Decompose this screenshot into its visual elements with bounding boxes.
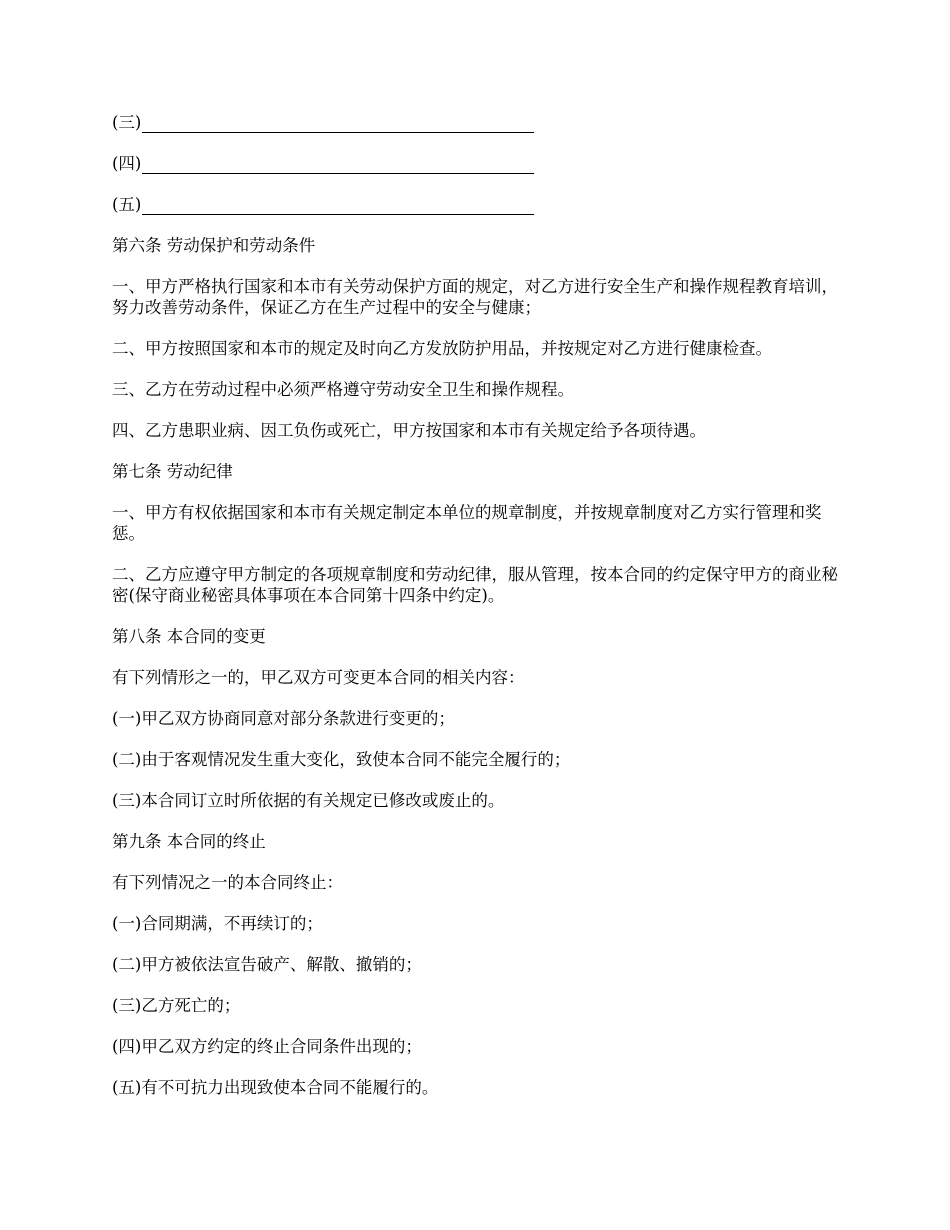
article-9-intro: 有下列情况之一的本合同终止： (112, 873, 343, 892)
blank-label: (五) (112, 195, 142, 214)
article-8-title: 第八条 本合同的变更 (112, 627, 266, 646)
article-9-item-1: (一)合同期满，不再续订的； (112, 914, 323, 933)
blank-line-5 (112, 194, 842, 215)
article-9-title: 第九条 本合同的终止 (112, 832, 266, 851)
article-6-clause-4: 四、乙方患职业病、因工负伤或死亡，甲方按国家和本市有关规定给予各项待遇。 (112, 421, 706, 440)
article-8-intro: 有下列情形之一的，甲乙双方可变更本合同的相关内容： (112, 668, 525, 687)
article-6-clause-1: 一、甲方严格执行国家和本市有关劳动保护方面的规定，对乙方进行安全生产和操作规程教育培训，努力改善劳动条件，保证乙方在生产过程中的安全与健康； (112, 277, 838, 317)
article-9-item-4: (四)甲乙双方约定的终止合同条件出现的； (112, 1037, 422, 1056)
article-8-item-1: (一)甲乙双方协商同意对部分条款进行变更的； (112, 709, 455, 728)
fill-in-blank (142, 157, 534, 174)
article-6-clause-2: 二、甲方按照国家和本市的规定及时向乙方发放防护用品，并按规定对乙方进行健康检查。 (112, 339, 772, 358)
blank-line-4 (112, 153, 842, 174)
article-7-clause-2: 二、乙方应遵守甲方制定的各项规章制度和劳动纪律，服从管理，按本合同的约定保守甲方的商业秘密(保守商业秘密具体事项在本合同第十四条中约定)。 (112, 565, 838, 605)
article-7-title: 第七条 劳动纪律 (112, 462, 233, 481)
article-9-item-5: (五)有不可抗力出现致使本合同不能履行的。 (112, 1078, 439, 1097)
article-9-item-3: (三)乙方死亡的； (112, 996, 241, 1015)
document-body (112, 112, 842, 1118)
fill-in-blank (142, 198, 534, 215)
article-7-clause-1: 一、甲方有权依据国家和本市有关规定制定本单位的规章制度，并按规章制度对乙方实行管理和奖惩。 (112, 503, 822, 543)
fill-in-blank (142, 116, 534, 133)
blank-label: (三) (112, 113, 142, 132)
article-8-item-2: (二)由于客观情况发生重大变化，致使本合同不能完全履行的； (112, 750, 571, 769)
article-9-item-2: (二)甲方被依法宣告破产、解散、撤销的； (112, 955, 422, 974)
blank-line-3 (112, 112, 842, 133)
article-6-clause-3: 三、乙方在劳动过程中必须严格遵守劳动安全卫生和操作规程。 (112, 380, 574, 399)
article-6-title: 第六条 劳动保护和劳动条件 (112, 236, 316, 255)
article-8-item-3: (三)本合同订立时所依据的有关规定已修改或废止的。 (112, 791, 505, 810)
blank-label: (四) (112, 154, 142, 173)
